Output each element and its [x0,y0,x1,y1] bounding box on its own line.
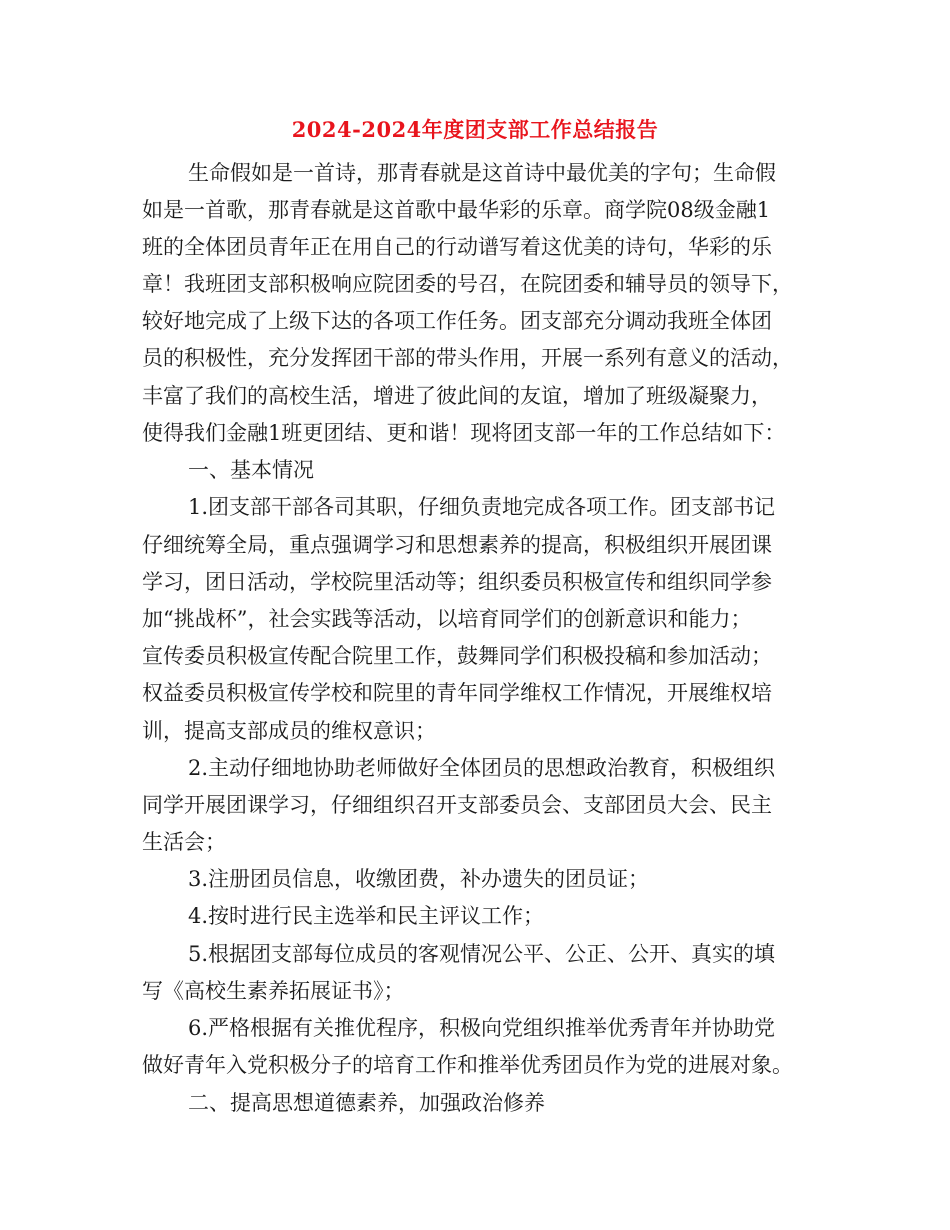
paragraph-line: 1.团支部干部各司其职，仔细负责地完成各项工作。团支部书记 [188,495,776,519]
paragraph-line: 权益委员积极宣传学校和院里的青年同学维权工作情况，开展维权培 [142,681,772,705]
paragraph-line: 生命假如是一首诗，那青春就是这首诗中最优美的字句；生命假 [188,161,776,185]
paragraph-line: 班的全体团员青年正在用自己的行动谱写着这优美的诗句，华彩的乐 [142,235,772,259]
paragraph-line: 学习，团日活动，学校院里活动等；组织委员积极宣传和组织同学参 [142,570,772,594]
paragraph-line: 同学开展团课学习，仔细组织召开支部委员会、支部团员大会、民主 [142,793,772,817]
paragraph-line: 仔细统筹全局，重点强调学习和思想素养的提高，积极组织开展团课 [142,533,772,557]
paragraph-line: 宣传委员积极宣传配合院里工作，鼓舞同学们积极投稿和参加活动； [142,644,772,668]
paragraph-line: 使得我们金融1班更团结、更和谐！现将团支部一年的工作总结如下： [142,421,786,445]
paragraph-line: 5.根据团支部每位成员的客观情况公平、公正、公开、真实的填 [188,942,776,966]
paragraph-line: 训，提高支部成员的维权意识； [142,719,436,743]
paragraph-line: 章！我班团支部积极响应院团委的号召，在院团委和辅导员的领导下， [142,272,793,296]
paragraph-line: 6.严格根据有关推优程序，积极向党组织推举优秀青年并协助党 [188,1016,776,1040]
paragraph-line: 做好青年入党积极分子的培育工作和推举优秀团员作为党的进展对象。 [142,1053,793,1077]
paragraph-line: 如是一首歌，那青春就是这首歌中最华彩的乐章。商学院08级金融1 [142,198,771,222]
paragraph-line: 生活会； [142,830,226,854]
paragraph-line: 较好地完成了上级下达的各项工作任务。团支部充分调动我班全体团 [142,309,772,333]
paragraph-line: 2.主动仔细地协助老师做好全体团员的思想政治教育，积极组织 [188,756,776,780]
paragraph-line: 3.注册团员信息，收缴团费，补办遗失的团员证； [188,867,650,891]
section-heading: 一、基本情况 [188,458,314,482]
paragraph-line: 写《高校生素养拓展证书》； [142,979,405,1003]
document-title: 2024-2024年度团支部工作总结报告 [291,117,659,142]
section-heading: 二、提高思想道德素养，加强政治修养 [188,1091,545,1115]
paragraph-line: 加“挑战杯”，社会实践等活动，以培育同学们的创新意识和能力； [142,607,752,631]
paragraph-line: 员的积极性，充分发挥团干部的带头作用，开展一系列有意义的活动， [142,346,793,370]
paragraph-line: 4.按时进行民主选举和民主评议工作； [188,904,545,928]
paragraph-line: 丰富了我们的高校生活，增进了彼此间的友谊，增加了班级凝聚力， [142,384,772,408]
